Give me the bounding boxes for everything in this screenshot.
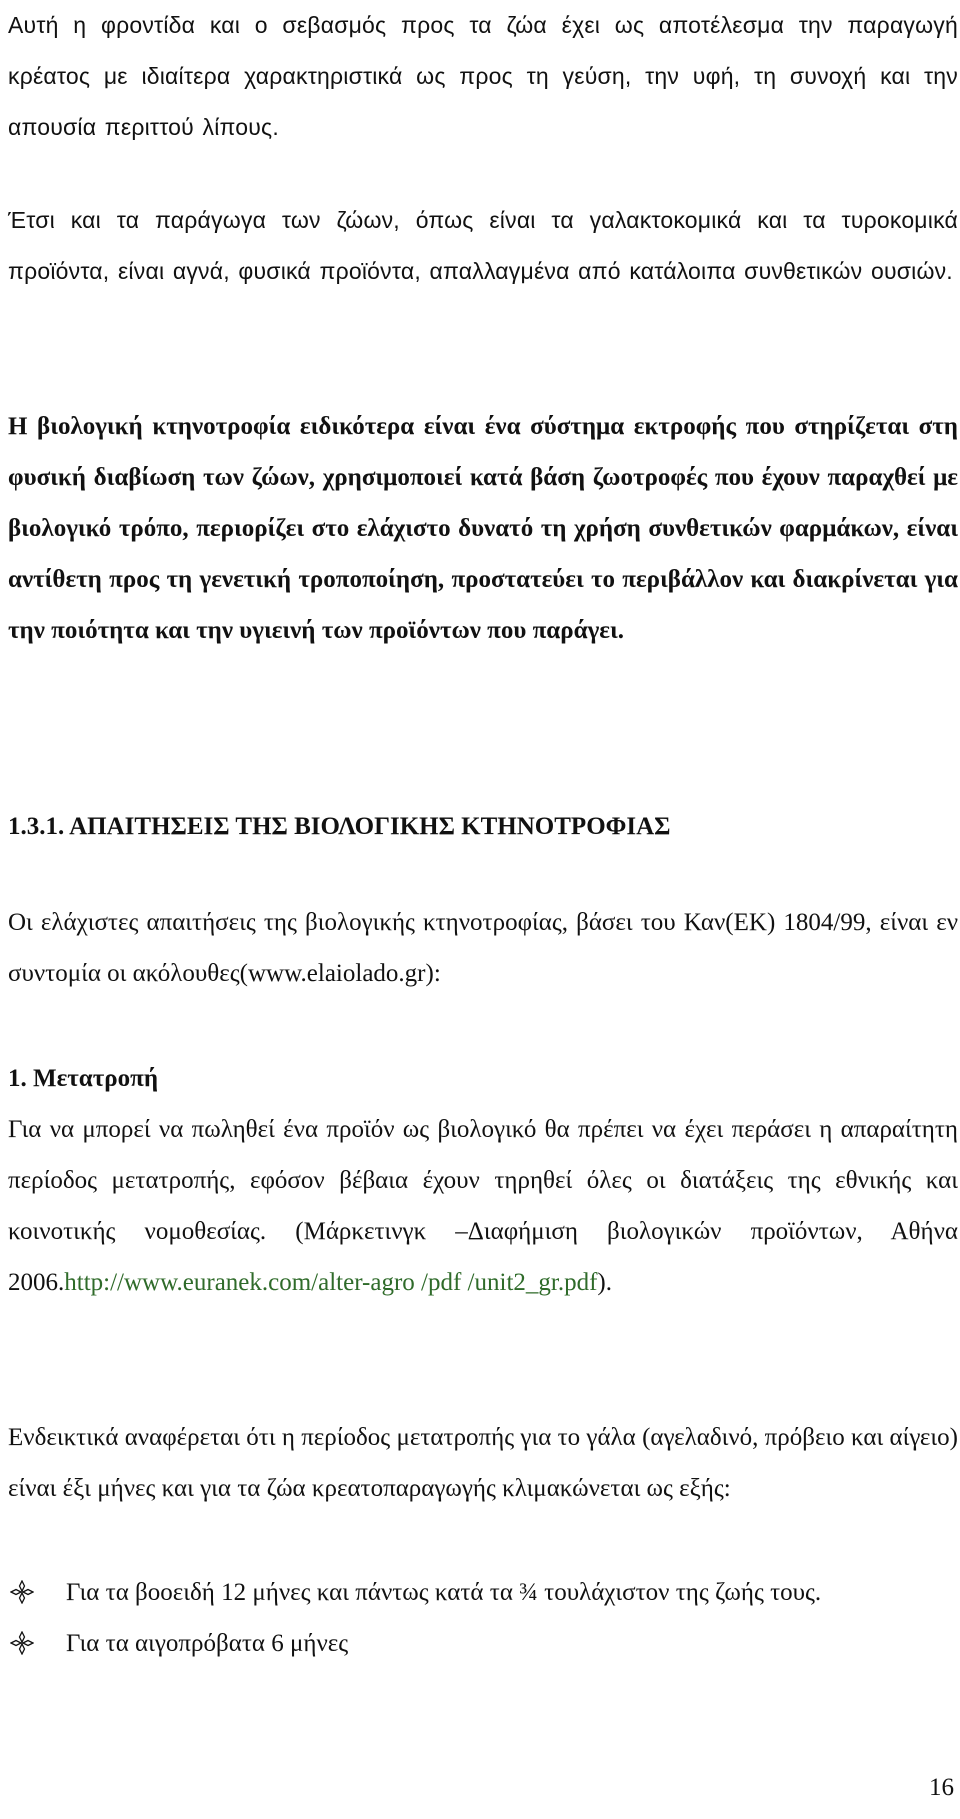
reference-link[interactable]: http://www.euranek.com/alter-agro /pdf /unit2_gr.pdf (64, 1269, 598, 1296)
paragraph-conversion-period (8, 1104, 958, 1308)
list-item-text: Για τα αιγοπρόβατα 6 μήνες (66, 1630, 349, 1657)
paragraph-animal-products: Έτσι και τα παράγωγα των ζώων, όπως είναι τα γαλακτοκομικά και τα τυροκομικά προϊόντα, είναι αγνά, φυσικά προϊόντα, απαλλαγμένα από κατάλοιπα συνθετικών ουσιών. (8, 207, 958, 284)
paragraph-organic-livestock-definition: Η βιολογική κτηνοτροφία ειδικότερα είναι ένα σύστημα εκτροφής που στηρίζεται στη φυσική διαβίωση των ζώων, χρησιμοποιεί κατά βάση ζωοτροφές που έχουν παραχθεί με βιολογικό τρόπο, περιορίζει στο ελάχιστο δυνατό τη χρήση συνθετικών φαρμάκων, είναι αντίθετη προς τη γενετική τροποποίηση, προστατεύει το περιβάλλον και διακρίνεται για την ποιότητα και την υγιεινή των προϊόντων που παράγει. (8, 413, 958, 644)
four-diamond-bullet-icon (10, 1580, 34, 1604)
list-item (8, 1567, 958, 1618)
paragraph-animal-care: Αυτή η φροντίδα και ο σεβασμός προς τα ζώα έχει ως αποτέλεσμα την παραγωγή κρέατος με ιδιαίτερα χαρακτηριστικά ως προς τη γεύση, την υφή, τη συνοχή και την απουσία περιττού λίπους. (8, 12, 958, 140)
conversion-period-list (8, 1567, 958, 1669)
paragraph-minimum-requirements: Οι ελάχιστες απαιτήσεις της βιολογικής κτηνοτροφίας, βάσει του Καν(ΕΚ) 1804/99, είναι εν συντομία οι ακόλουθες(www.elaiolado.gr): (8, 909, 958, 987)
subheading-conversion: 1. Μετατροπή (8, 1065, 159, 1092)
section-heading-requirements: 1.3.1. ΑΠΑΙΤΗΣΕΙΣ ΤΗΣ ΒΙΟΛΟΓΙΚΗΣ ΚΤΗΝΟΤΡΟΦΙΑΣ (8, 813, 671, 840)
page-number: 16 (929, 1774, 954, 1801)
conversion-text-end: ). (597, 1269, 612, 1296)
list-item-text: Για τα βοοειδή 12 μήνες και πάντως κατά τα ¾ τουλάχιστον της ζωής τους. (66, 1579, 822, 1606)
list-item (8, 1618, 958, 1669)
four-diamond-bullet-icon (10, 1631, 34, 1655)
conversion-text: Για να μπορεί να πωληθεί ένα προϊόν ως βιολογικό θα πρέπει να έχει περάσει η απαραίτητη περίοδος μετατροπής, εφόσον βέβαια έχουν τηρηθεί όλες οι διατάξεις της εθνικής και κοινοτικής νομοθεσίας. (Μάρκετινγκ –Διαφήμιση βιολογικών προϊόντων, Αθήνα 2006. (8, 1116, 958, 1296)
paragraph-indicative-periods: Ενδεικτικά αναφέρεται ότι η περίοδος μετατροπής για το γάλα (αγελαδινό, πρόβειο και αίγειο) είναι έξι μήνες και για τα ζώα κρεατοπαραγωγής κλιμακώνεται ως εξής: (8, 1424, 958, 1502)
